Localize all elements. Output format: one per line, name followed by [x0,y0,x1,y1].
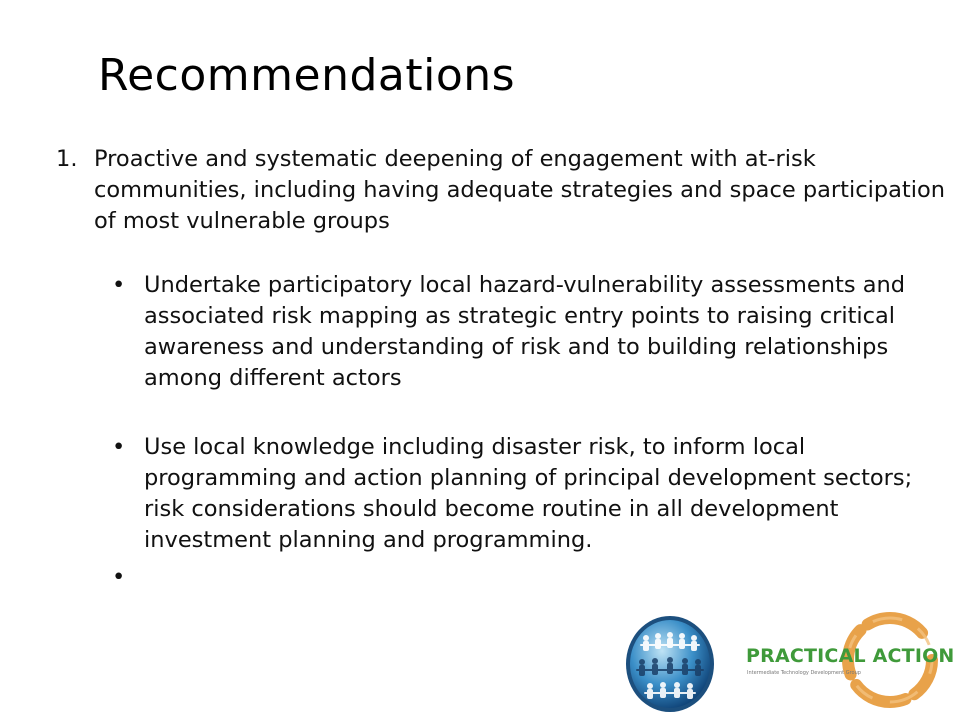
brand-name: PRACTICAL ACTION [746,645,955,667]
brand-tagline: Intermediate Technology Development Group [747,670,861,676]
bullet-marker: • [112,564,126,590]
bullet-item [112,432,952,556]
bullet-text: Use local knowledge including disaster risk, to inform local programming and action planning of principal development sectors; risk considerations should become routine in all development investment planning and programming. [144,434,913,553]
numbered-item-1 [56,144,956,237]
bullet-item [112,270,952,394]
footer-logos [624,606,955,716]
globe-people-icon [624,614,716,714]
bullet-marker: • [112,272,126,298]
item-number: 1. [56,146,78,172]
item-text: Proactive and systematic deepening of engagement with at-risk communities, including having adequate strategies and space participation of most vulnerable groups [94,146,946,234]
slide-title: Recommendations [98,50,516,101]
practical-action-logo [746,606,955,716]
bullet-text: Undertake participatory local hazard-vulnerability assessments and associated risk mapping as strategic entry points to raising critical awareness and understanding of risk and to building relationships among different actors [144,272,906,391]
bullet-marker: • [112,434,126,460]
